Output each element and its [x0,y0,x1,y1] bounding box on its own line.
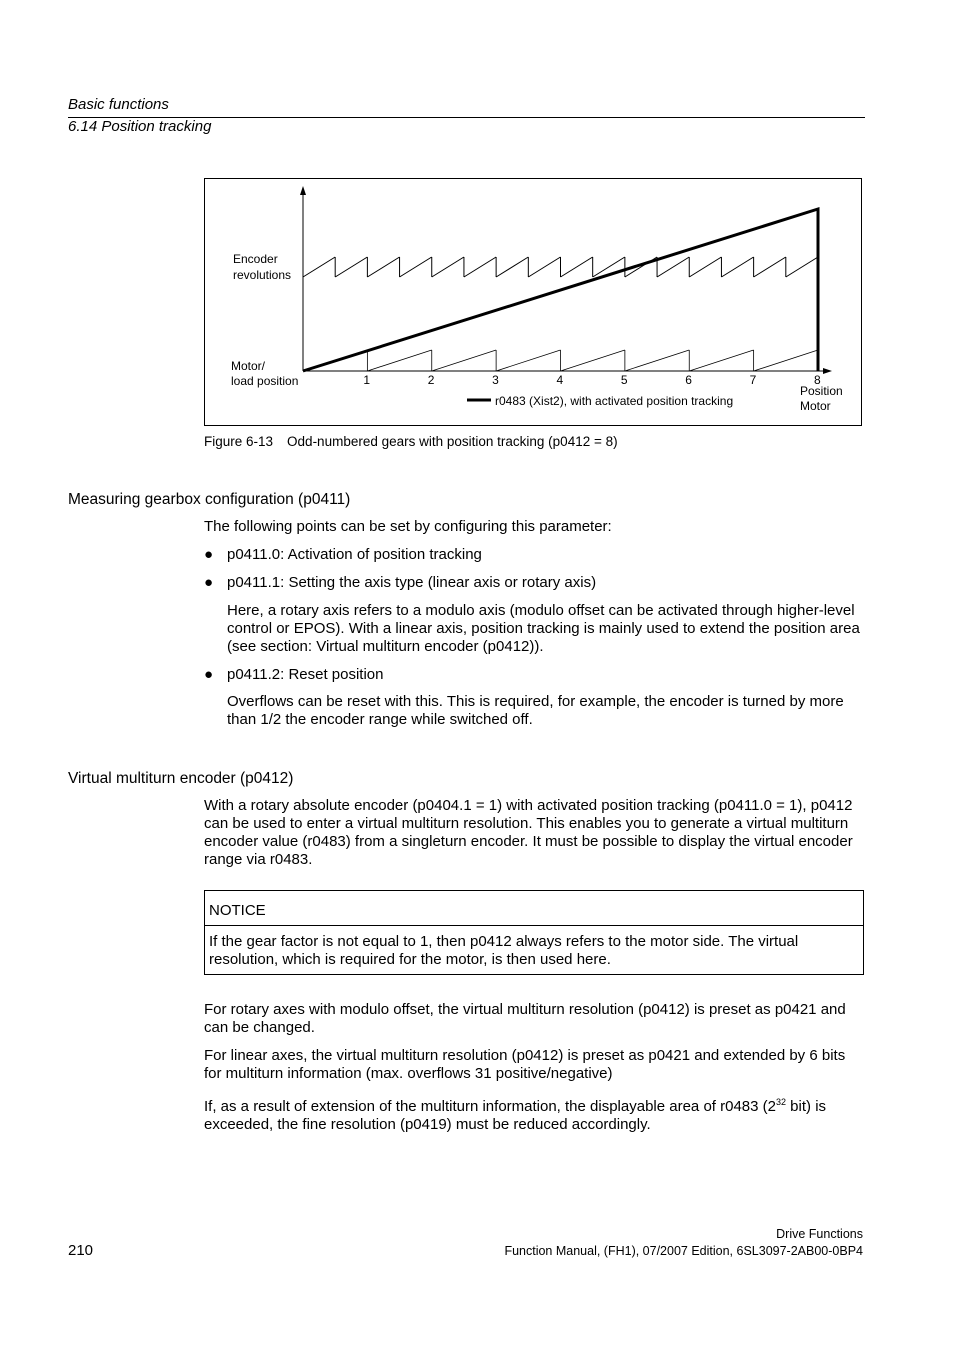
axis-label-position: Position [800,384,843,398]
motor-ramp [496,350,560,371]
encoder-ramp [721,257,753,277]
encoder-ramp [496,257,528,277]
heading-virtual-multiturn: Virtual multiturn encoder (p0412) [68,770,294,787]
x-tick-label: 3 [492,373,499,387]
axis-label-motor: Motor [800,399,831,413]
encoder-ramp [657,257,689,277]
encoder-ramp [400,257,432,277]
label-motor-line2: load position [231,374,299,388]
motor-ramp [689,350,753,371]
encoder-ramp [303,257,335,277]
encoder-ramp [367,257,399,277]
heading-measuring-gearbox: Measuring gearbox configuration (p0411) [68,491,351,508]
encoder-ramp [432,257,464,277]
encoder-ramp [528,257,560,277]
bullet-dot: ● [204,666,214,683]
page-number: 210 [68,1242,94,1259]
motor-ramp [754,350,818,371]
encoder-ramp [561,257,593,277]
bullet-p0411-2-detail: Overflows can be reset with this. This is required, for example, the encoder is turned by more than 1/2 the encoder range while switched off. [227,693,844,728]
footer-manual: Function Manual, (FH1), 07/2007 Edition, 6SL3097-2AB00-0BP4 [504,1244,863,1258]
para4-superscript: 32 [776,1097,787,1107]
x-tick-label: 5 [620,373,628,387]
section2-para4 [204,1093,866,1134]
caption-number: Figure 6-13 [204,434,274,449]
x-tick-labels [363,373,821,387]
motor-ramp [367,350,431,371]
encoder-ramp [689,257,721,277]
label-encoder-line2: revolutions [233,268,292,282]
encoder-ramp [754,257,786,277]
section2-para3: For linear axes, the virtual multiturn resolution (p0412) is preset as p0421 and extended by 6 bits for multiturn information (max. overflows 31 positive/negative) [204,1047,846,1082]
bullet-text: p0411.0: Activation of position tracking [227,546,482,563]
x-axis-arrow [823,368,832,374]
encoder-ramp [464,257,496,277]
encoder-ramp [786,257,818,277]
section2-para1: With a rotary absolute encoder (p0404.1 = 1) with activated position tracking (p0411.0 = 1), p0412 can be used to enter a virtual multiturn resolution. This enables you to generate a virtual multiturn encoder value (r0483) from a singleturn encoder. It must be possible to display the virtual encoder range via r0483. [204,797,853,868]
bullet-dot: ● [204,574,214,591]
y-axis-arrow [300,186,306,195]
label-encoder-line1: Encoder [233,252,278,266]
section2-para2: For rotary axes with modulo offset, the virtual multiturn resolution (p0412) is preset as p0421 and can be changed. [204,1001,846,1036]
footer-title: Drive Functions [776,1227,863,1241]
header-rule [68,117,865,118]
x-tick-label: 4 [556,373,564,387]
caption-text: Odd-numbered gears with position tracking (p0412 = 8) [287,434,618,449]
motor-sawtooth-series [303,350,818,371]
x-tick-label: 1 [363,373,371,387]
figure-chart [205,179,863,427]
bullet-dot: ● [204,546,214,563]
notice-divider [205,925,863,926]
r0483-series [303,209,818,371]
x-tick-label: 6 [685,373,692,387]
para4-part2: bit) is exceeded, the fine resolution (p0419) must be reduced accordingly. [204,1098,827,1133]
bullet-text: p0411.1: Setting the axis type (linear axis or rotary axis) [227,574,597,591]
encoder-sawtooth-series [303,257,818,277]
x-tick-label: 7 [749,373,757,387]
x-tick-label: 8 [814,373,821,387]
motor-ramp [625,350,689,371]
encoder-ramp [335,257,367,277]
r0483-line [303,209,818,371]
notice-body: If the gear factor is not equal to 1, then p0412 always refers to the motor side. The virtual resolution, which is required for the motor, is then used here. [209,933,799,968]
bullet-p0411-1-detail: Here, a rotary axis refers to a modulo axis (modulo offset can be activated through higher-level control or EPOS). With a linear axis, position tracking is mainly used to extend the position area (see section: Virtual multiturn encoder (p0412)). [227,602,860,655]
motor-ramp [432,350,496,371]
legend-text: r0483 (Xist2), with activated position tracking [495,394,734,408]
figure-caption [204,434,618,449]
figure-6-13 [204,178,862,426]
motor-ramp [561,350,625,371]
bullet-text: p0411.2: Reset position [227,666,384,683]
label-motor-line1: Motor/ [231,359,266,373]
header-chapter: Basic functions [68,96,169,113]
section1-intro: The following points can be set by configuring this parameter: [204,518,612,535]
notice-title: NOTICE [209,902,266,919]
para4-part1: If, as a result of extension of the multiturn information, the displayable area of r0483 (2 [204,1098,776,1115]
notice-box [204,890,864,975]
header-section: 6.14 Position tracking [68,118,212,135]
x-tick-label: 2 [427,373,435,387]
